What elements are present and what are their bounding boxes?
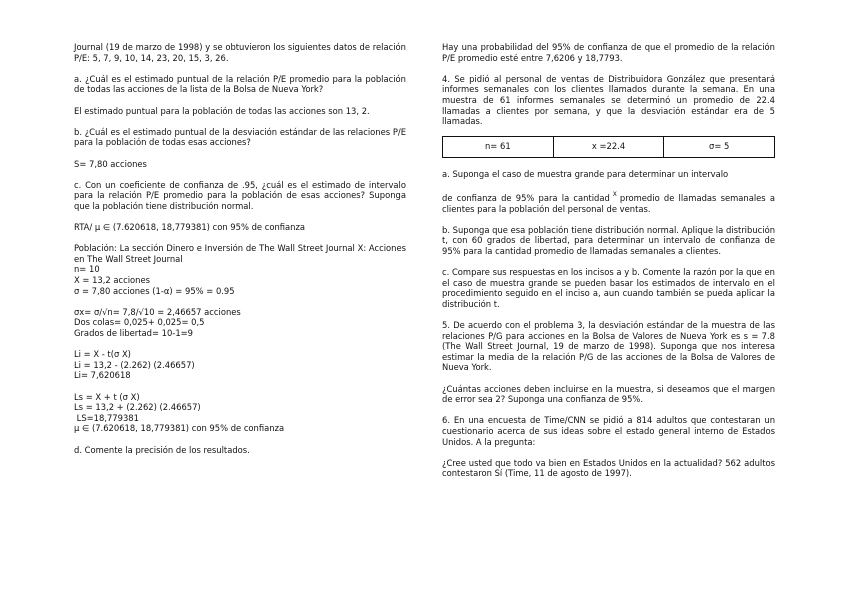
table-cell-sigma: σ= 5: [709, 141, 730, 152]
x-bar-symbol: X: [612, 190, 617, 198]
problem-5-question: ¿Cuántas acciones deben incluirse en la muestra, si deseamos que el margen de error sea 2? Suponga una confianza de 95%.: [442, 383, 775, 405]
sigma-value: σ = 7,80 acciones (1-α) = 95% = 0.95: [74, 285, 235, 296]
table-cell-n: n= 61: [443, 137, 554, 157]
problem-4-a-line2: de confianza de 95% para la cantidad: [442, 192, 610, 203]
question-a: a. ¿Cuál es el estimado puntual de la relación P/E promedio para la población de todas las acciones de la lista de la Bolsa de Nueva York?: [74, 73, 406, 95]
answer-c: RTA/ µ ∈ (7.620618, 18,779381) con 95% de confianza: [74, 222, 305, 233]
x-value: X = 13,2 acciones: [74, 275, 151, 286]
problem-5: 5. De acuerdo con el problema 3, la desviación estándar de la muestra de las relaciones P/G para acciones en la Bolsa de Valores de Nueva York es s = 7.8 (The Wall Street Journal, 19 de marzo de 1998). Suponga que nos interesa estimar la media de la relación P/G de las acciones de la Bolsa de Valores de Nueva York.: [442, 320, 775, 373]
ls-result: LS=18,779381: [74, 412, 139, 423]
data-table: [442, 136, 775, 158]
answer-b: S= 7,80 acciones: [74, 158, 147, 169]
conclusion-paragraph: Hay una probabilidad del 95% de confianza de que el promedio de la relación P/E promedio esté entre 7,6206 y 18,7793.: [442, 42, 775, 63]
two-tails-value: Dos colas= 0,025+ 0,025= 0,5: [74, 317, 205, 328]
li-formula: Li = X - t(σ X): [74, 349, 131, 360]
problem-4-c: c. Compare sus respuestas en los incisos a y b. Comente la razón por la que en el caso de muestra grande se pueden basar los estimados de intervalo en el procedimiento seguido en el inciso a, aun cuando también se pueda aplicar la distribución t.: [442, 267, 775, 309]
problem-4-a: [442, 169, 775, 214]
problem-4-b: b. Suponga que esa población tiene distribución normal. Aplique la distribución t, con 60 grados de libertad, para determinar un intervalo de confianza de 95% para la cantidad promedio de llamadas semanales a clientes.: [442, 224, 775, 256]
answer-a: El estimado puntual para la población de todas las acciones son 13, 2.: [74, 105, 370, 116]
right-column: [442, 42, 775, 479]
question-c: c. Con un coeficiente de confianza de .95, ¿cuál es el estimado de intervalo para la relación P/E promedio para la población de esas acciones? Suponga que la población tiene distribución normal.: [74, 179, 406, 211]
problem-4-a-line3: promedio de llamadas semanales a clientes para la población del personal de ventas.: [442, 192, 775, 214]
li-result: Li= 7,620618: [74, 370, 131, 381]
population-text: Población: La sección Dinero e Inversión de The Wall Street Journal X: Acciones en The Wall Street Journal: [74, 243, 406, 264]
intro-paragraph: Journal (19 de marzo de 1998) y se obtuvieron los siguientes datos de relación P/E: 5, 7, 9, 10, 14, 23, 20, 15, 3, 26.: [74, 42, 406, 63]
n-value: n= 10: [74, 264, 100, 275]
problem-4: 4. Se pidió al personal de ventas de Distribuidora González que presentará informes semanales con los clientes llamados durante la semana. En una muestra de 61 informes semanales se determinó un promedio de 22.4 llamadas a clientes por semana, y que la desviación estándar era de 5 llamadas.: [442, 73, 775, 127]
table-cell-x: x =22.4: [554, 137, 665, 157]
question-d: d. Comente la precisión de los resultados.: [74, 444, 250, 455]
problem-4-a-line1: a. Suponga el caso de muestra grande para determinar un intervalo: [442, 168, 729, 179]
mu-interval: µ ∈ (7.620618, 18,779381) con 95% de confianza: [74, 423, 285, 434]
li-substitution: Li = 13,2 - (2.262) (2.46657): [74, 359, 195, 370]
ls-formula: Ls = X + t (σ X): [74, 391, 140, 402]
problem-6: 6. En una encuesta de Time/CNN se pidió a 814 adultos que contestaran un cuestionario acerca de sus ideas sobre el estado general interno de Estados Unidos. A la pregunta:: [442, 415, 775, 447]
left-column: [74, 42, 406, 455]
problem-6-question: ¿Cree usted que todo va bien en Estados Unidos en la actualidad? 562 adultos contestaron Sí (Time, 11 de agosto de 1997).: [442, 457, 775, 479]
sigma-x-value: σx= σ/√n= 7,8/√10 = 2,46657 acciones: [74, 306, 241, 317]
degrees-of-freedom: Grados de libertad= 10-1=9: [74, 328, 193, 339]
question-b: b. ¿Cuál es el estimado puntual de la desviación estándar de las relaciones P/E para la población de todas esas acciones?: [74, 126, 406, 148]
ls-substitution: Ls = 13,2 + (2.262) (2.46657): [74, 402, 201, 413]
